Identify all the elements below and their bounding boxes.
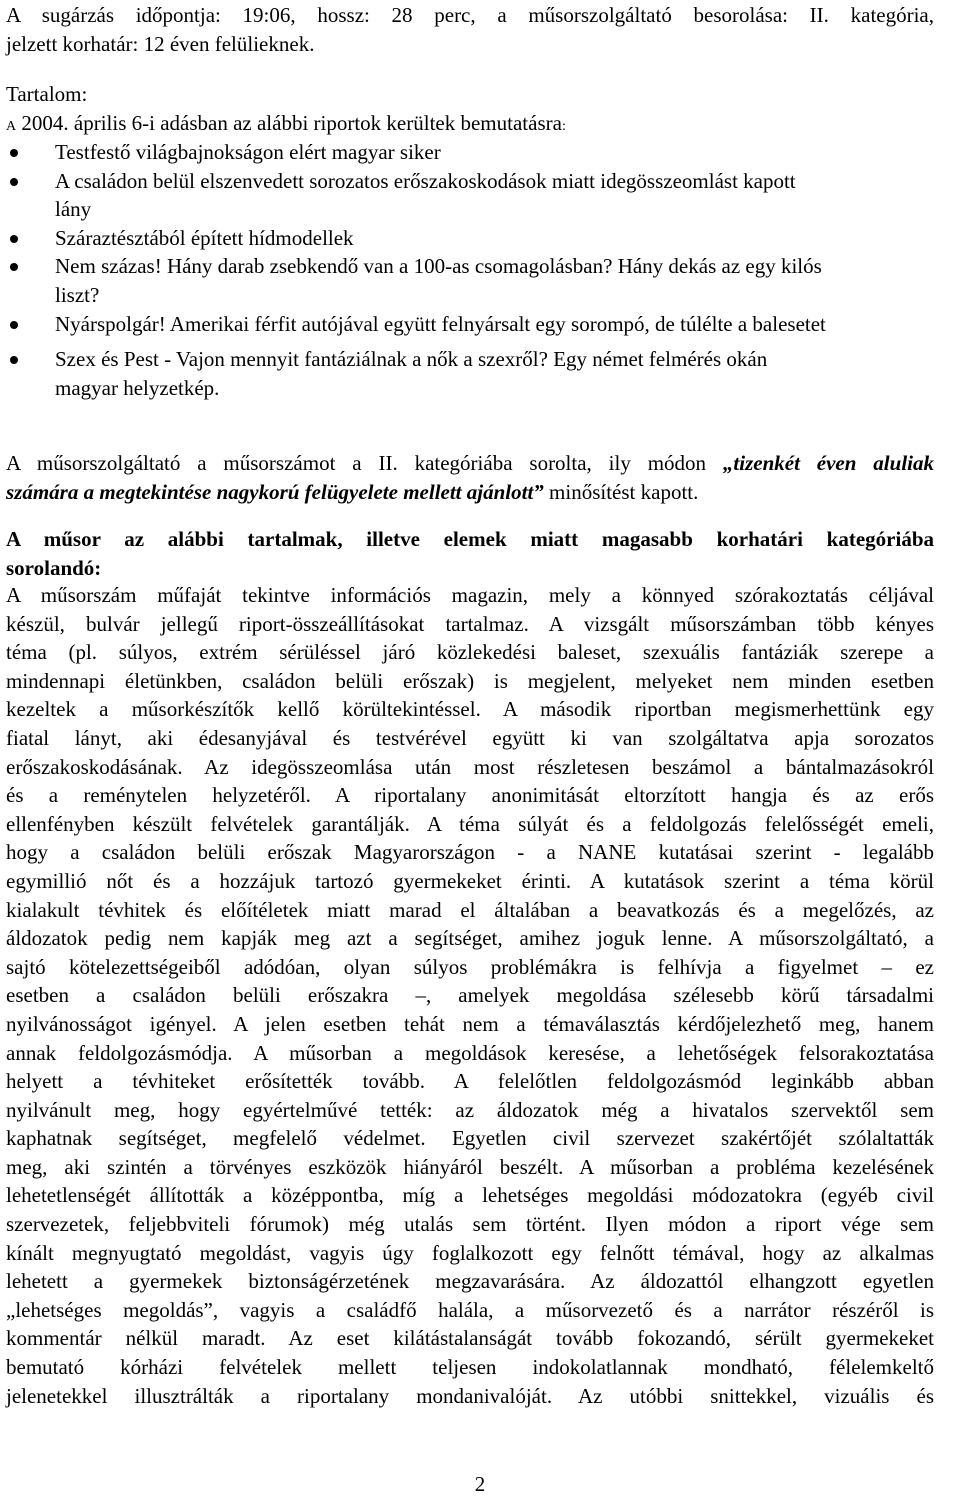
bullet-icon (10, 263, 18, 271)
section-heading-line: sorolandó: (6, 555, 102, 580)
topic-text-cont: liszt? (55, 282, 100, 307)
rating-text: minősítést kapott. (543, 479, 699, 504)
broadcast-info (6, 1, 934, 58)
body-line: és a reménytelen helyzetéről. A riportalany anonimitását eltorzított hangja és az erős (6, 783, 934, 808)
body-line: meg, aki szintén a törvényes eszközök hiányáról beszélt. A műsorban a probléma kezelésének (6, 1154, 934, 1179)
topic-list (6, 138, 934, 402)
body-line: esetben a családon belüli erőszakra –, amelyek megoldása szélesebb körű társadalmi (6, 983, 934, 1008)
body-line: erőszakoskodásának. Az idegösszeomlása után most részletesen beszámol a bántalmazásokról (6, 754, 934, 779)
topic-text: Nem százas! Hány darab zsebkendő van a 100-as csomagolásban? Hány dekás az egy kilós (55, 254, 822, 279)
contents-block (6, 80, 566, 141)
body-line: mindennapi életünkben, családon belüli erőszak) is megjelent, melyeket nem minden esetben (6, 668, 934, 693)
rating-line (6, 478, 934, 507)
body-line: lehetett a gyermekek biztonságérzetének megzavarására. Az áldozattól elhangzott egyetlen (6, 1269, 934, 1294)
broadcast-info-line: A sugárzás időpontja: 19:06, hossz: 28 perc, a műsorszolgáltató besorolása: II. kategória, (6, 3, 934, 27)
body-line: kaphatnak segítséget, megfelelő védelmet. Egyetlen civil szervezet szakértőjét szólaltatták (6, 1126, 934, 1151)
topic-text-cont: magyar helyzetkép. (55, 375, 220, 400)
bullet-icon (10, 178, 18, 186)
body-line: kezeltek a műsorkészítők kellő körültekintéssel. A második riportban megismerhettünk egy (6, 697, 934, 722)
body-line: kialakult tévhitek és előítéletek miatt marad el általában a beavatkozás és a megelőzés, az (6, 897, 934, 922)
body-line: ellenfényben készült felvételek garantálják. A téma súlyát és a feldolgozás felelősségét emeli, (6, 811, 934, 836)
rating-emphasis: számára a megtekintése nagykorú felügyelete mellett ajánlott” (6, 479, 544, 504)
body-paragraph (6, 581, 934, 1410)
bullet-icon (10, 321, 18, 329)
rating-emphasis: „tizenkét éven aluliak (722, 451, 934, 475)
body-line: „lehetséges megoldás”, vagyis a családfő halála, a műsorvezető és a narrátor részéről is (6, 1297, 934, 1322)
section-heading-line: A műsor az alábbi tartalmak, illetve elemek miatt magasabb korhatári kategóriába (6, 527, 934, 551)
contents-lead-prefix: A (6, 118, 17, 134)
topic-text: A családon belül elszenvedett sorozatos erőszakoskodások miatt idegösszeomlást kapott (55, 168, 796, 193)
body-line: szervezetek, feljebbviteli fórumok) még utalás sem történt. Ilyen módon a riport vége sem (6, 1212, 934, 1237)
body-line: sajtó kötelezettségeiből adódóan, olyan súlyos problémákra is felhívja a figyelmet – ez (6, 954, 934, 979)
body-line: A műsorszám műfaját tekintve információs magazin, mely a könnyed szórakoztatás céljával (6, 583, 934, 607)
topic-text: Testfestő világbajnokságon elért magyar siker (55, 140, 441, 164)
topic-text: Nyárspolgár! Amerikai férfit autójával együtt felnyársalt egy sorompó, de túlélte a balesetet (55, 311, 826, 336)
contents-heading: Tartalom: (6, 82, 88, 106)
broadcast-info-line: jelzett korhatár: 12 éven felülieknek. (6, 31, 315, 56)
body-line: kommentár nélkül maradt. Az eset kilátástalanságát tovább fokozandó, sérült gyermekeket (6, 1326, 934, 1351)
section-heading (6, 525, 934, 582)
topic-text: Száraztésztából épített hídmodellek (55, 225, 354, 250)
body-line: áldozatok pedig nem kapják meg azt a segítséget, amihez joguk lenne. A műsorszolgáltató, a (6, 926, 934, 951)
body-line: bemutató kórházi felvételek mellett teljesen indokolatlannak mondható, félelemkeltő (6, 1355, 934, 1380)
body-line: egymillió nőt és a hozzájuk tartozó gyermekeket érinti. A kutatások szerint a téma körül (6, 868, 934, 893)
body-line: készül, bulvár jellegű riport-összeállításokat tartalmaz. A vizsgált műsorszámban több kényes (6, 611, 934, 636)
body-line: jelenetekkel illusztrálták a riportalany mondanivalóját. Az utóbbi snittekkel, vizuális és (6, 1383, 934, 1408)
topic-item (6, 138, 934, 167)
page-number: 2 (474, 1472, 486, 1496)
topic-item (6, 167, 934, 224)
contents-lead-text: 2004. április 6-i adásban az alábbi riportok kerültek bemutatásra (16, 110, 562, 135)
body-line: lehetetlenségét állították a középpontba, míg a lehetséges megoldási módozatokra (egyéb civil (6, 1183, 934, 1208)
topic-text: Szex és Pest - Vajon mennyit fantáziálnak a nők a szexről? Egy német felmérés okán (55, 347, 768, 372)
body-line: annak feldolgozásmódja. A műsorban a megoldások keresése, a lehetőségek felsorakoztatása (6, 1040, 934, 1065)
bullet-icon (10, 356, 18, 364)
bullet-icon (10, 235, 18, 243)
body-line: helyett a tévhiteket erősítették tovább. A felelőtlen feldolgozásmód leginkább abban (6, 1069, 934, 1094)
body-line: kínált megnyugtató megoldást, vagyis úgy foglalkozott egy felnőtt témával, hogy az alkalmas (6, 1240, 934, 1265)
body-line: fiatal lányt, aki édesanyjával és testvérével együtt ki van szolgáltatva apja sorozatos (6, 725, 934, 750)
topic-item (6, 310, 934, 339)
bullet-icon (10, 149, 18, 157)
topic-item (6, 345, 934, 402)
rating-text: A műsorszolgáltató a műsorszámot a II. kategóriába sorolta, ily módon (6, 451, 723, 475)
rating-statement (6, 449, 934, 506)
topic-item (6, 224, 934, 253)
body-line: nyilvánosságot igényel. A jelen esetben tehát nem a témaválasztás kérdőjelezhető meg, hanem (6, 1011, 934, 1036)
contents-lead-colon: : (561, 118, 566, 134)
topic-item (6, 252, 934, 309)
contents-lead (6, 109, 566, 142)
body-line: téma (pl. súlyos, extrém sérüléssel járó közlekedési baleset, szexuális fantáziák szerepe a (6, 640, 934, 665)
topic-text-cont: lány (55, 197, 92, 222)
body-line: nyilvánult meg, hogy egyértelművé tették: az áldozatok még a hivatalos szervektől sem (6, 1097, 934, 1122)
rating-line (6, 449, 934, 478)
body-line: hogy a családon belüli erőszak Magyarországon - a NANE kutatásai szerint - legalább (6, 840, 934, 865)
